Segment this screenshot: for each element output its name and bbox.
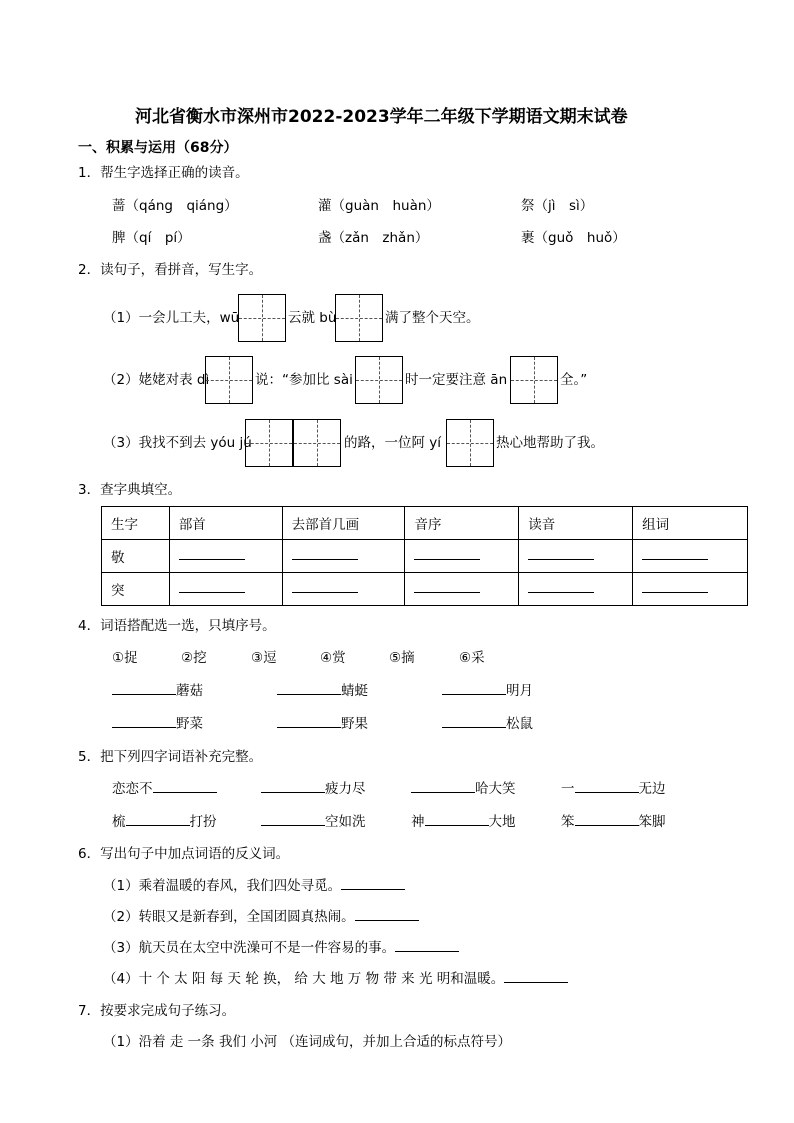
q4-blank-item[interactable] [442,718,533,732]
tianzige-box[interactable] [510,356,558,404]
table-header: 音序 [405,507,519,540]
character-cell: 敬 [102,540,170,573]
q4-prompt: 4．词语搭配选一选，只填序号。 [78,618,276,634]
answer-blank[interactable] [519,573,633,606]
table-row [102,540,748,573]
q1-prompt: 1．帮生字选择正确的读音。 [78,165,249,181]
idiom-part: 疲力尽 [325,781,366,797]
idiom-item[interactable] [561,816,666,830]
tianzige-box[interactable] [335,294,383,342]
table-row [102,573,748,606]
table-header: 读音 [519,507,633,540]
antonym-sentence: （1）乘着温暖的春风，我们四处寻觅。 [103,878,342,894]
dictionary-table [101,506,748,606]
page-title: 河北省衡水市深州市2022-2023学年二年级下学期语文期末试卷 [135,107,628,127]
idiom-item[interactable] [112,816,217,830]
tianzige-box[interactable] [238,294,286,342]
idiom-part: 无边 [638,781,666,797]
q4-blank-item[interactable] [277,685,368,699]
antonym-sentence: （3）航天员在太空中洗澡可不是一件容易的事。 [103,940,396,956]
idiom-item[interactable] [411,783,516,797]
q4-option: ①捉 [112,650,138,666]
idiom-item[interactable] [561,783,666,797]
idiom-part: 大地 [488,814,516,830]
idiom-part: 打扮 [189,814,217,830]
tianzige-box[interactable] [205,356,253,404]
q2-s1-part: 云就 bù [288,310,337,326]
idiom-item[interactable] [112,783,217,797]
table-header: 部首 [169,507,282,540]
table-header-row [102,507,748,540]
answer-blank[interactable] [169,573,282,606]
idiom-part: 笨 [561,814,575,830]
q2-s2-part: 说：“参加比 sài [255,372,353,388]
q5-prompt: 5．把下列四字词语补充完整。 [78,749,263,765]
q2-s3-part: 的路，一位阿 yí [344,435,442,451]
idiom-item[interactable] [411,816,516,830]
antonym-sentence: （2）转眼又是新春到，全国团圆真热闹。 [103,909,355,925]
q4-word: 蘑菇 [176,683,203,699]
section-heading: 一、积累与运用（68分） [78,140,238,156]
idiom-item[interactable] [261,816,366,830]
q4-word: 蜻蜓 [341,683,368,699]
antonym-item[interactable] [103,911,419,925]
q4-option: ④赏 [320,650,346,666]
q4-blank-item[interactable] [277,718,368,732]
q1-item: 脾（qí pí） [112,230,191,246]
q4-option: ⑤摘 [389,650,415,666]
q2-s2-part: 时一定要注意 ān [405,372,508,388]
q3-prompt: 3．查字典填空。 [78,482,182,498]
q1-item: 盏（zǎn zhǎn） [318,230,429,246]
answer-blank[interactable] [282,573,405,606]
idiom-part: 一 [561,781,575,797]
q4-word: 明月 [506,683,533,699]
q4-word: 野果 [341,716,368,732]
character-cell: 突 [102,573,170,606]
table-header: 生字 [102,507,170,540]
idiom-part: 梳 [112,814,126,830]
antonym-sentence: （4）十 个 太 阳 每 天 轮 换， 给 大 地 万 物 带 来 光 明和温暖。 [103,971,505,987]
q4-option: ⑥采 [459,650,485,666]
q4-blank-item[interactable] [112,718,203,732]
answer-blank[interactable] [519,540,633,573]
q7-prompt: 7．按要求完成句子练习。 [78,1003,236,1019]
tianzige-box[interactable] [355,356,403,404]
answer-blank[interactable] [282,540,405,573]
answer-blank[interactable] [633,573,748,606]
q2-s1-part: （1）一会儿工夫，wū [103,310,240,326]
q2-prompt: 2．读句子，看拼音，写生字。 [78,262,263,278]
answer-blank[interactable] [633,540,748,573]
q2-s1-part: 满了整个天空。 [385,310,480,326]
table-header: 去部首几画 [282,507,405,540]
q1-item: 祭（jì sì） [521,198,594,214]
q4-option: ③逗 [251,650,277,666]
answer-blank[interactable] [405,540,519,573]
q2-s2-part: （2）姥姥对表 dì [103,372,210,388]
q1-item: 裹（guǒ huǒ） [521,230,626,246]
tianzige-box[interactable] [293,419,341,467]
idiom-item[interactable] [261,783,366,797]
q4-word: 野菜 [176,716,203,732]
antonym-item[interactable] [103,973,568,987]
q4-blank-item[interactable] [442,685,533,699]
q4-option: ②挖 [181,650,207,666]
q2-s2-part: 全。” [560,372,588,388]
q6-prompt: 6．写出句子中加点词语的反义词。 [78,846,290,862]
tianzige-box[interactable] [446,419,494,467]
antonym-item[interactable] [103,942,459,956]
idiom-part: 空如洗 [325,814,366,830]
idiom-part: 神 [411,814,425,830]
q7-item: （1）沿着 走 一条 我们 小河 （连词成句，并加上合适的标点符号） [103,1034,512,1050]
q1-item: 灌（guàn huàn） [318,198,440,214]
answer-blank[interactable] [405,573,519,606]
q2-s3-part: 热心地帮助了我。 [496,435,604,451]
antonym-item[interactable] [103,880,405,894]
idiom-part: 哈大笑 [475,781,516,797]
q2-s3-part: （3）我找不到去 yóu jú [103,435,252,451]
answer-blank[interactable] [169,540,282,573]
tianzige-box[interactable] [245,419,293,467]
q1-item: 蔷（qáng qiáng） [112,198,238,214]
q4-word: 松鼠 [506,716,533,732]
table-header: 组词 [633,507,748,540]
idiom-part: 笨脚 [638,814,666,830]
q4-blank-item[interactable] [112,685,203,699]
idiom-part: 恋恋不 [112,781,153,797]
